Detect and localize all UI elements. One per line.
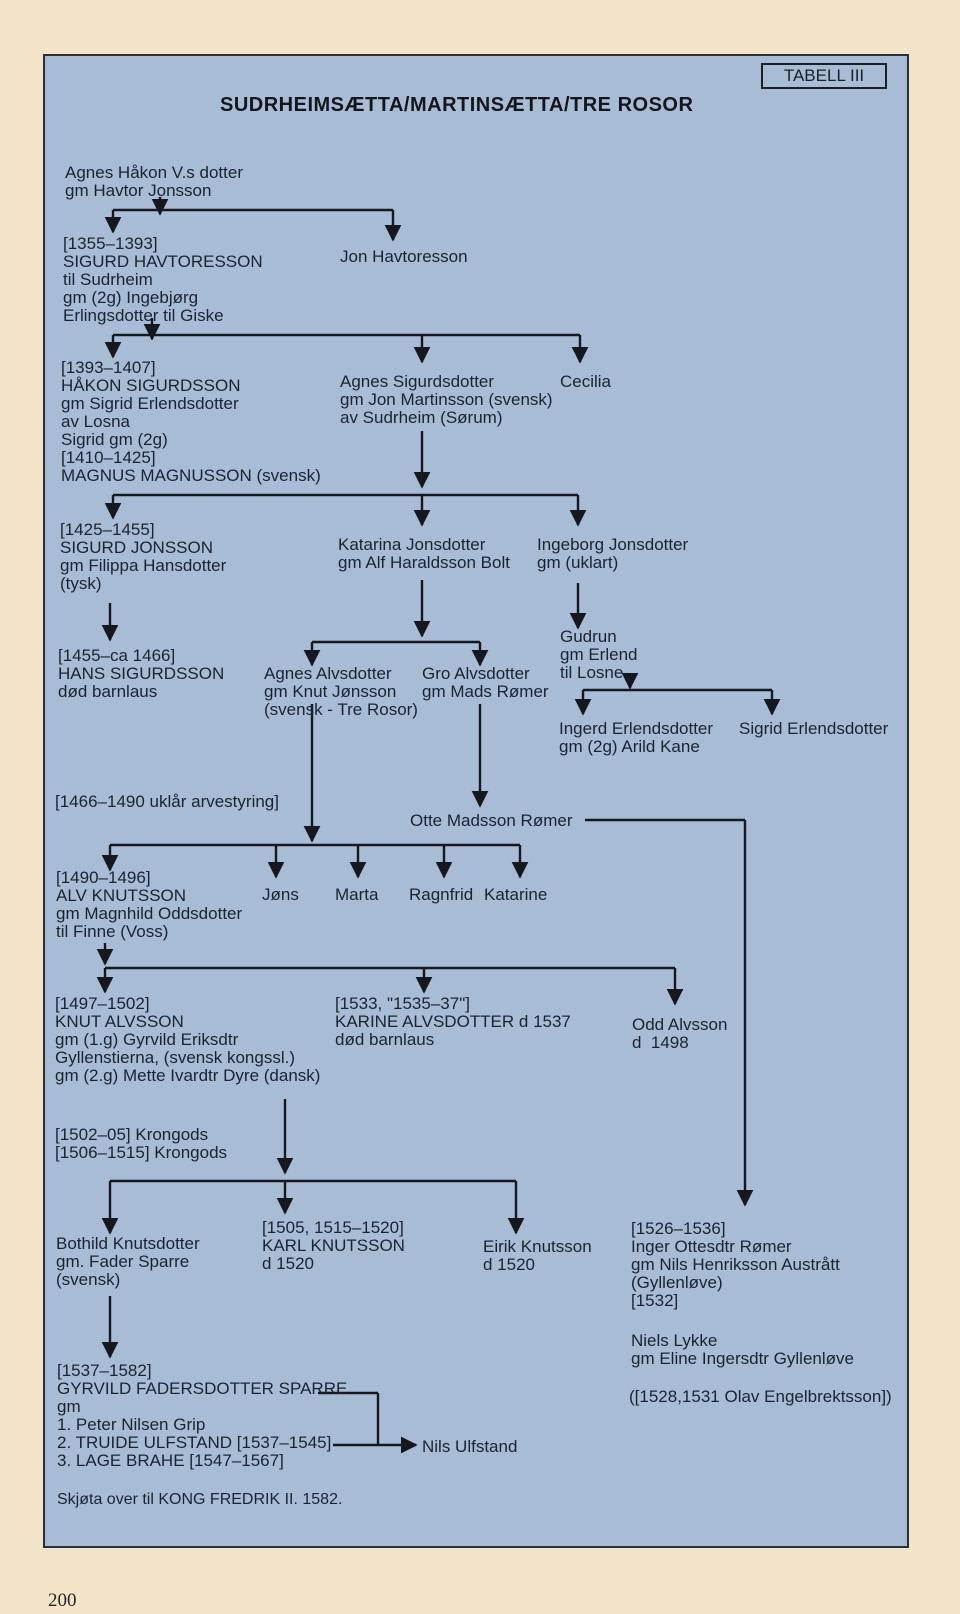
person-jon-havtoresson: Jon Havtoresson xyxy=(340,247,468,266)
note-skjota: Skjøta over til KONG FREDRIK II. 1582. xyxy=(57,1491,343,1508)
person-agnes-alvsdotter: Agnes Alvsdotter gm Knut Jønsson (svensk - Tre Rosor) xyxy=(264,664,418,719)
person-cecilia: Cecilia xyxy=(560,372,612,391)
person-marta: Marta xyxy=(335,885,379,904)
note-olav-engelbrektsson: ([1528,1531 Olav Engelbrektsson]) xyxy=(629,1387,892,1406)
person-sigrid-erlendsdotter: Sigrid Erlendsdotter xyxy=(739,719,889,738)
person-sigurd-jonsson: [1425–1455] SIGURD JONSSON gm Filippa Hansdotter (tysk) xyxy=(60,520,227,593)
person-hakon-sigurdsson: [1393–1407] HÅKON SIGURDSSON gm Sigrid Erlendsdotter av Losna Sigrid gm (2g) [1410–1425] MAGNUS MAGNUSSON (svensk) xyxy=(61,358,321,485)
person-inger-ottesdtr: [1526–1536] Inger Ottesdtr Rømer gm Nils Henriksson Austrått (Gyllenløve) [1532] xyxy=(631,1219,840,1310)
person-jons: Jøns xyxy=(262,885,299,904)
note-krongods: [1502–05] Krongods [1506–1515] Krongods xyxy=(55,1125,228,1162)
person-agnes-sigurdsdotter: Agnes Sigurdsdotter gm Jon Martinsson (svensk) av Sudrheim (Sørum) xyxy=(340,372,553,427)
person-odd-alvsson: Odd Alvsson d 1498 xyxy=(632,1015,728,1052)
person-karine-alvsdotter: [1533, "1535–37"] KARINE ALVSDOTTER d 1537 død barnlaus xyxy=(335,994,571,1049)
person-ingeborg-jonsdotter: Ingeborg Jonsdotter gm (uklart) xyxy=(537,535,689,572)
person-alv-knutsson: [1490–1496] ALV KNUTSSON gm Magnhild Oddsdotter til Finne (Voss) xyxy=(56,868,243,941)
person-nils-ulfstand: Nils Ulfstand xyxy=(422,1437,518,1456)
note-arvestyring: [1466–1490 uklår arvestyring] xyxy=(55,792,279,811)
person-niels-lykke: Niels Lykke gm Eline Ingersdtr Gyllenløve xyxy=(631,1331,854,1368)
person-ragnfrid: Ragnfrid xyxy=(409,885,474,904)
chart-title: SUDRHEIMSÆTTA/MARTINSÆTTA/TRE ROSOR xyxy=(220,94,694,116)
person-karl-knutsson: [1505, 1515–1520] KARL KNUTSSON d 1520 xyxy=(262,1218,405,1273)
person-katarina-jonsdotter: Katarina Jonsdotter gm Alf Haraldsson Bolt xyxy=(338,535,510,572)
person-ingerd-erlendsdotter: Ingerd Erlendsdotter gm (2g) Arild Kane xyxy=(559,719,714,756)
person-gudrun: Gudrun gm Erlend til Losne xyxy=(560,627,638,682)
person-otte-madsson: Otte Madsson Rømer xyxy=(410,811,573,830)
person-gro-alvsdotter: Gro Alvsdotter gm Mads Rømer xyxy=(422,664,549,701)
person-knut-alvsson: [1497–1502] KNUT ALVSSON gm (1.g) Gyrvild Eriksdtr Gyllenstierna, (svensk kongssl.) gm (2.g) Mette Ivardtr Dyre (dansk) xyxy=(55,994,321,1085)
page-number: 200 xyxy=(48,1590,77,1611)
person-eirik-knutsson: Eirik Knutsson d 1520 xyxy=(483,1237,592,1274)
person-gyrvild-sparre: [1537–1582] GYRVILD FADERSDOTTER SPARRE gm 1. Peter Nilsen Grip 2. TRUIDE ULFSTAND [1537–1545] 3. LAGE BRAHE [1547–1567] xyxy=(57,1361,348,1470)
person-bothild-knutsdotter: Bothild Knutsdotter gm. Fader Sparre (svensk) xyxy=(56,1234,200,1289)
person-hans-sigurdsson: [1455–ca 1466] HANS SIGURDSSON død barnlaus xyxy=(58,646,225,701)
person-katarine: Katarine xyxy=(484,885,548,904)
person-agnes-hakon: Agnes Håkon V.s dotter gm Havtor Jonsson xyxy=(65,163,243,200)
table-label: TABELL III xyxy=(761,63,887,89)
person-sigurd-havtoresson: [1355–1393] SIGURD HAVTORESSON til Sudrheim gm (2g) Ingebjørg Erlingsdotter til Giske xyxy=(63,234,263,325)
